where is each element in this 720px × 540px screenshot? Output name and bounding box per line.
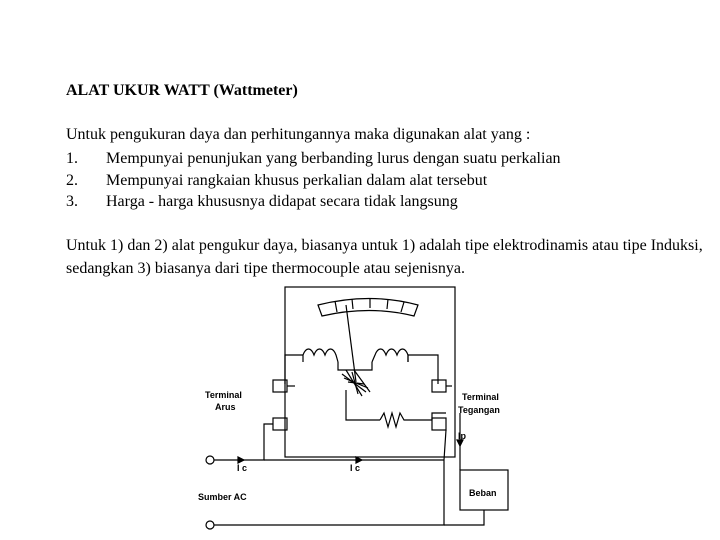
- terminal-tegangan-top: [432, 380, 446, 392]
- ic-label-mid: I c: [350, 463, 361, 473]
- list-text: Mempunyai penunjukan yang berbanding lurus dengan suatu perkalian: [106, 150, 561, 167]
- terminal-tegangan-bottom: [432, 418, 446, 430]
- coil-connector: [338, 362, 372, 370]
- beban-label: Beban: [469, 488, 497, 498]
- terminal-tegangan-label-2: Tegangan: [458, 405, 500, 415]
- page-title: ALAT UKUR WATT (Wattmeter): [66, 82, 298, 99]
- sumber-ac-label: Sumber AC: [198, 492, 247, 502]
- meter-box: [285, 287, 455, 457]
- terminal-arus-label-2: Arus: [215, 402, 236, 412]
- list-text: Harga - harga khususnya didapat secara tidak langsung: [106, 193, 458, 210]
- wire-voltage-right: [432, 413, 446, 420]
- wire-source-bottom: [214, 430, 446, 525]
- list-text: Mempunyai rangkaian khusus perkalian dalam alat tersebut: [106, 171, 488, 189]
- ic-label-left: I c: [237, 463, 248, 473]
- terminal-tegangan-label: Terminal: [462, 392, 499, 402]
- explanation-paragraph: Untuk 1) dan 2) alat pengukur daya, biasanya untuk 1) adalah tipe elektrodinamis atau tipe Induksi, sedangkan 3) biasanya dari tipe thermocouple atau sejenisnya.: [66, 237, 703, 277]
- wire-load-bottom: [444, 510, 484, 525]
- list-number: 1.: [66, 150, 78, 167]
- resistor: [380, 413, 432, 427]
- list-number: 2.: [66, 171, 78, 189]
- source-terminal-bottom: [206, 521, 214, 529]
- current-coil-right: [372, 349, 408, 362]
- wire-current-left: [285, 355, 303, 384]
- wire-voltage-left: [346, 390, 380, 420]
- wire-source-top: [214, 424, 273, 460]
- list-number: 3.: [66, 193, 78, 210]
- intro-text: Untuk pengukuran daya dan perhitungannya maka digunakan alat yang :: [66, 126, 531, 143]
- current-coil-left: [303, 349, 338, 362]
- source-terminal-top: [206, 456, 214, 464]
- terminal-arus-label: Terminal: [205, 390, 242, 400]
- ip-label: Ip: [458, 431, 466, 441]
